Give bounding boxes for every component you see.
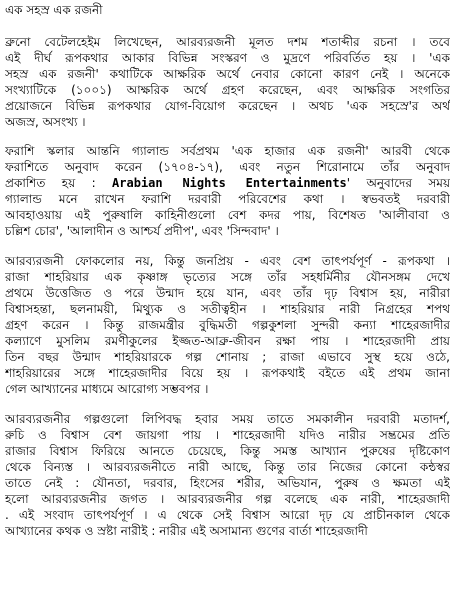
paragraph-line: প্রয়োজনে বিভিন্ন রূপকথার যোগ-বিয়োগ করেছেন । অথচ 'এক সহস্রে'র অর্থ	[5, 99, 450, 113]
paragraph-origin	[5, 34, 450, 130]
paragraph-perspective	[5, 411, 450, 539]
paragraph-line: প্রথমে উত্তেজিত ও পরে উন্মাদ হয়ে যান, এবং তাঁর দৃঢ় বিশ্বাস হয়, নারীরা	[5, 286, 450, 300]
paragraph-line: আখ্যানের কথক ও স্রষ্টা নারীই : নারীর এই অসামান্য গুণের বার্তা শাহেরজাদী	[5, 524, 368, 538]
document-title: এক সহস্র এক রজনী	[5, 3, 103, 17]
paragraph-line: . এই সংবাদ তাৎপর্যপূর্ণ । এ থেকে সেই বিশ্বাস আরো দৃঢ় যে প্রাচীনকাল থেকে	[5, 508, 450, 522]
paragraph-line: অজস্র, অসংখ্য ।	[5, 115, 86, 129]
paragraph-line: হলো আরব্যরজনীর জগত । আরব্যরজনীর গল্প বলেছে এক নারী, শাহেরজাদী	[5, 492, 450, 506]
paragraph-line: আবহাওয়ায় এই পুরুষালি কাহিনীগুলো বেশ কদর পায়, বিশেষত 'আলীবাবা ও	[5, 208, 450, 222]
paragraph-line: তিন বছর উন্মাদ শাহরিয়ারকে গল্প শোনায় ; রাজা এভাবে সুস্থ হয়ে ওঠে,	[5, 350, 450, 364]
paragraph-line: ফরাশিতে অনুবাদ করেন (১৭০৪-১৭), এবং নতুন শিরোনামে তাঁর অনুবাদ	[5, 160, 450, 174]
paragraph-line: রুচি ও বিশ্বাস বেশ জায়গা পায় । শাহেরজাদী যদিও নারীর সম্ভ্রমের প্রতি	[5, 428, 450, 442]
paragraph-line: ব্রুনো বেটেলহেইম লিখেছেন, আরব্যরজনী মূলত দশম শতাব্দীর রচনা । তবে	[5, 35, 450, 49]
paragraph-line: ফরাশি স্কলার আন্তনি গ্যালান্ড সর্বপ্রথম 'এক হাজার এক রজনী' আরবী থেকে	[5, 144, 450, 158]
line-prefix: প্রকাশিত হয় :	[5, 176, 113, 190]
paragraph-line: কল্যাণে মুসলিম রমণীকুলের ইজ্জত-আব্রু-জীবন রক্ষা পায় । শাহেরজাদী প্রায়	[5, 334, 450, 348]
paragraph-line: গ্রহণ করেন । কিন্তু রাজমন্ত্রীর বুদ্ধিমতী গল্পকুশলা সুন্দরী কন্যা শাহেরজাদীর	[5, 318, 450, 332]
paragraph-story	[5, 253, 450, 397]
paragraph-line: গেল আখ্যানের মাধ্যমে আরোগ্য সম্ভবপর ।	[5, 382, 209, 396]
paragraph-line: সংখ্যাটিকে (১০০১) আক্ষরিক অর্থে গ্রহণ করেছেন, এবং আক্ষরিক সংগতির	[5, 83, 450, 97]
paragraph-line: রাজার বিশ্বাস ফিরিয়ে আনতে চেয়েছে, কিন্তু সমস্ত আখ্যান পুরুষের দৃষ্টিকোণ	[5, 444, 450, 458]
paragraph-line: এই দীর্ঘ রূপকথার আকার বিভিন্ন সংস্করণ ও মুদ্রণে পরিবর্তিত হয় । 'এক	[5, 51, 450, 65]
paragraph-line: সহস্র এক রজনী' কথাটিকে আক্ষরিক অর্থে নেবার কোনো কারণ নেই । অনেকে	[5, 67, 450, 81]
paragraph-line: শাহরিয়ারের সঙ্গে শাহেরজাদীর বিয়ে হয় । রূপকথাই বইতে এই প্রথম জানা	[5, 366, 450, 380]
paragraph-line: চল্লিশ চোর', 'আলাদীন ও আশ্চর্য প্রদীপ', এবং 'সিন্দবাদ' ।	[5, 224, 279, 238]
paragraph-line: থেকে বিন্যস্ত । আরব্যরজনীতে নারী আছে, কিন্তু তার নিজের কোনো কন্ঠস্বর	[5, 460, 450, 474]
paragraph-line-with-english-title	[5, 175, 450, 191]
paragraph-line: রাজা শাহরিয়ার এক কৃষ্ণাঙ্গ ভৃত্যের সঙ্গে তাঁর সহধর্মিনীর যৌনসঙ্গম দেখে	[5, 270, 450, 284]
paragraph-line: গ্যালান্ড মনে রাখেন ফরাশি দরবারী পরিবেশের কথা । স্বভবতই দরবারী	[5, 192, 450, 206]
paragraph-line: আরব্যরজনীর গল্পগুলো লিপিবদ্ধ হবার সময় তাতে সমকালীন দরবারী মতাদর্শ,	[5, 412, 450, 426]
paragraph-line: বিশ্বাসহন্তা, ছলনাময়ী, মিথ্যুক ও সতীত্বহীন । শাহরিয়ার নারী নিগ্রহের শপথ	[5, 302, 450, 316]
english-title: Arabian Nights Entertainments	[112, 176, 347, 190]
paragraph-translation	[5, 143, 450, 239]
paragraph-line: তাতে নেই : যৌনতা, দরবার, হিংসের শরীর, অভিযান, পুরুষ ও ক্ষমতা এই	[5, 476, 450, 490]
paragraph-line: আরব্যরজনী ফোকলোর নয়, কিন্তু জনপ্রিয় - এবং বেশ তাৎপর্যপূর্ণ - রূপকথা ।	[5, 254, 450, 268]
line-suffix: ' অনুবাদের সময়	[346, 176, 450, 190]
